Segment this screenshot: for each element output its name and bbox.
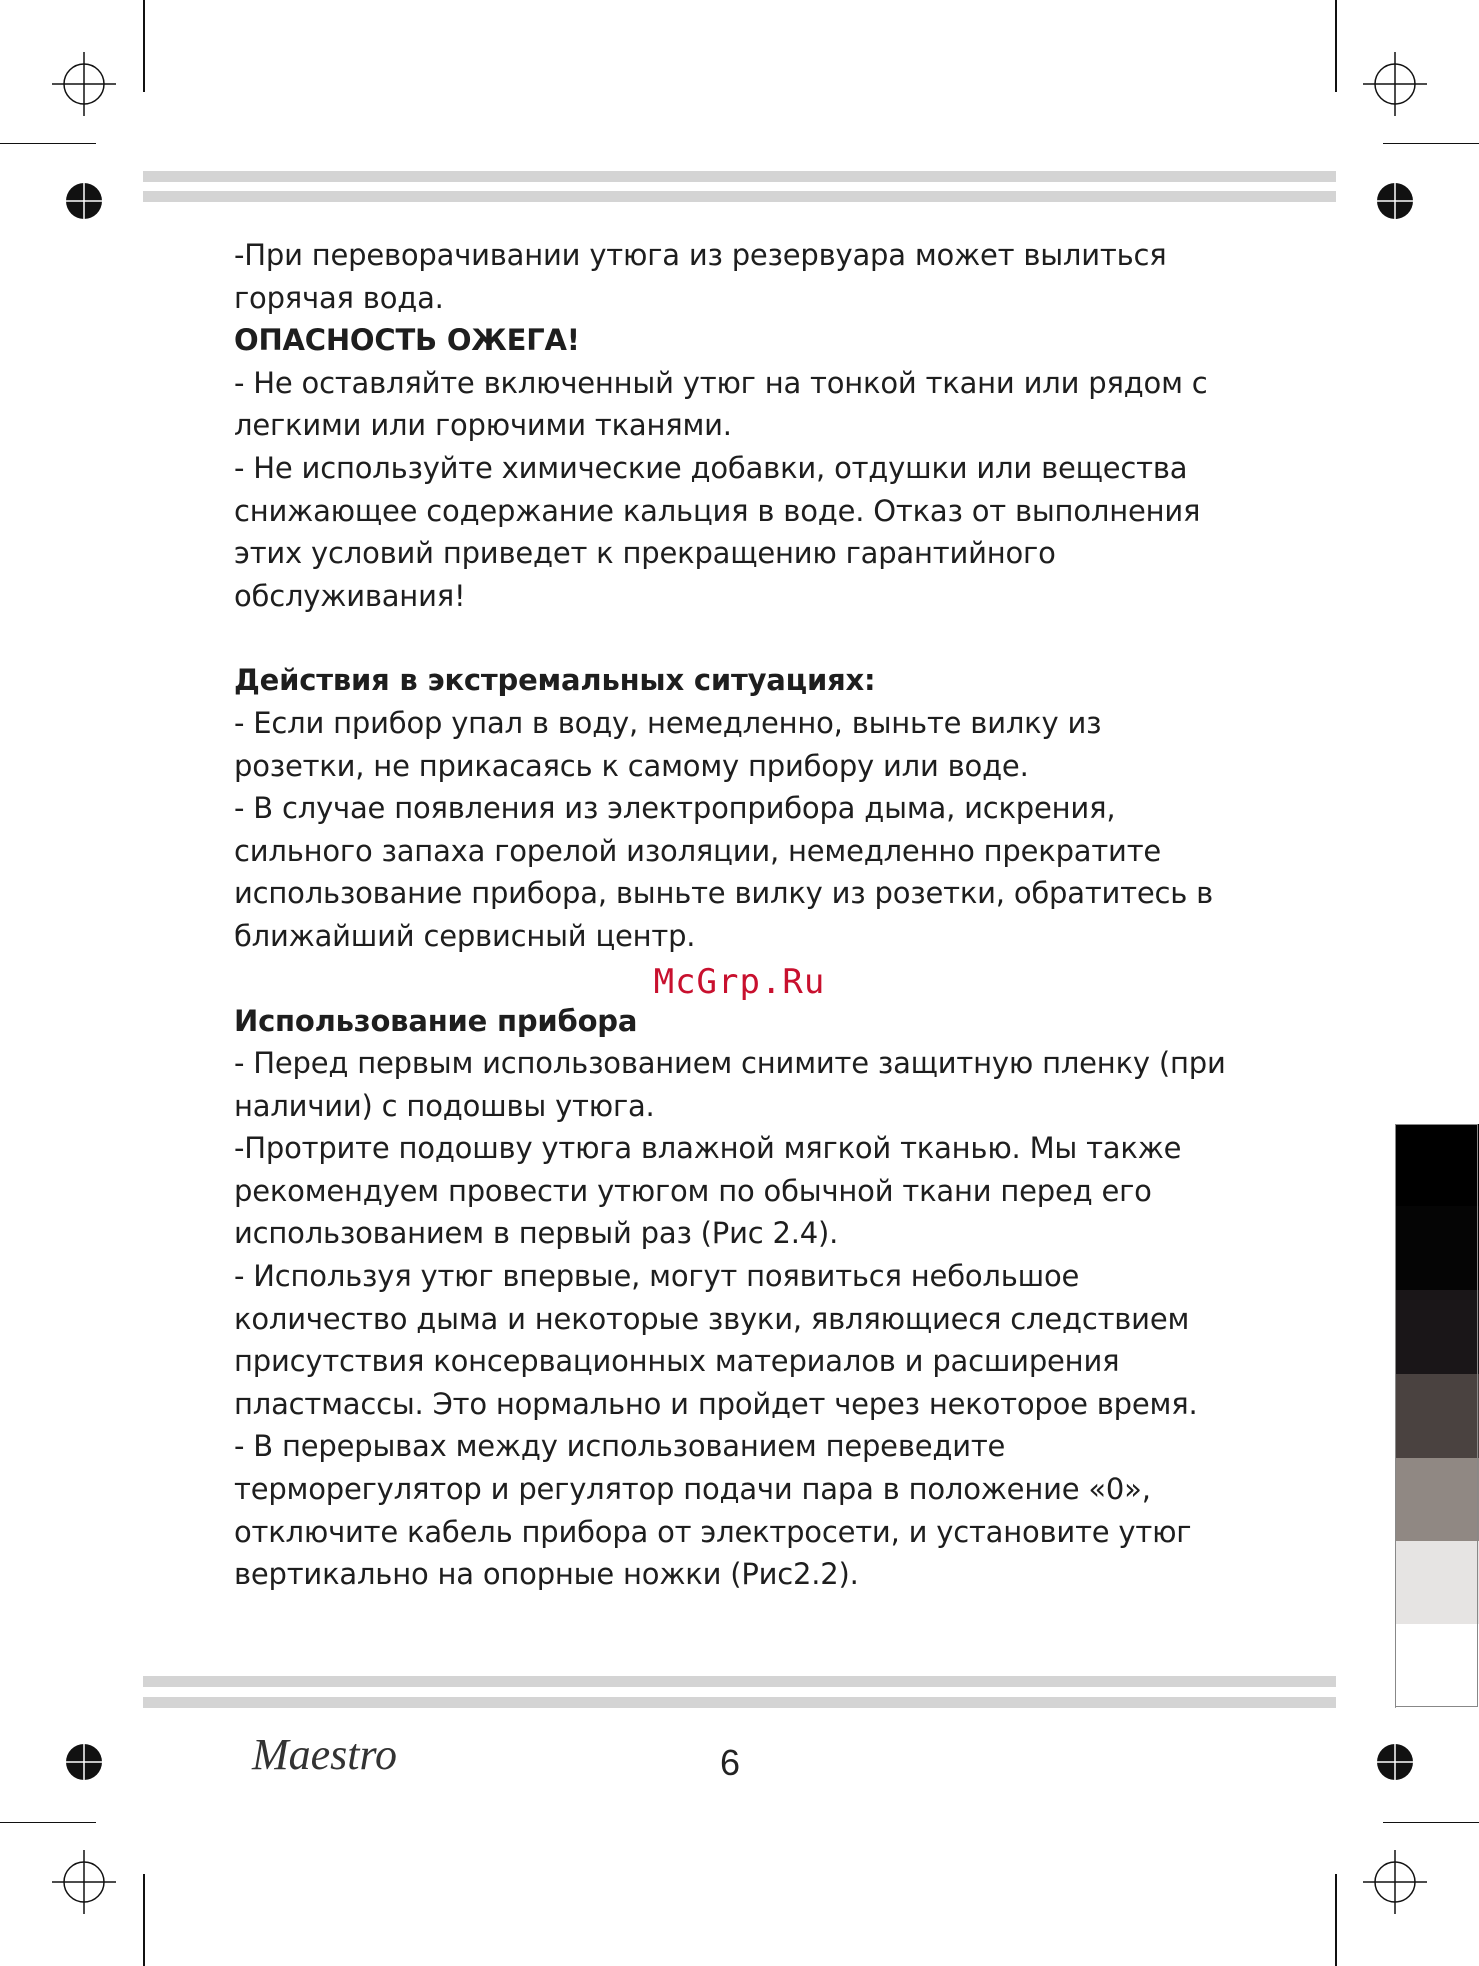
text-line: отключите кабель прибора от электросети, и установите утюг: [234, 1514, 1192, 1549]
text-line: розетки, не прикасаясь к самому прибору или воде.: [234, 748, 1029, 783]
trim-mark: [143, 0, 145, 92]
text-line: - Не оставляйте включенный утюг на тонкой ткани или рядом с: [234, 365, 1208, 400]
text-line: количество дыма и некоторые звуки, являющиеся следствием: [234, 1301, 1190, 1336]
page-number: 6: [719, 1742, 741, 1783]
paragraph: [234, 447, 1264, 617]
paragraph: [234, 787, 1264, 957]
text-line: использование прибора, выньте вилку из розетки, обратитесь в: [234, 876, 1214, 911]
text-line: терморегулятор и регулятор подачи пара в положение «0»,: [234, 1472, 1151, 1507]
paragraph-gap: [234, 617, 1264, 659]
text-line: - В случае появления из электроприбора дыма, искрения,: [234, 791, 1116, 826]
text-line: сильного запаха горелой изоляции, немедленно прекратите: [234, 833, 1162, 868]
text-line: обслуживания!: [234, 578, 466, 613]
paragraph: [234, 362, 1264, 447]
text-line: ОПАСНОСТЬ ОЖЕГА!: [234, 323, 580, 358]
color-swatch: [1395, 1206, 1479, 1290]
color-swatch: [1395, 1374, 1479, 1458]
text-line: этих условий приведет к прекращению гарантийного: [234, 536, 1056, 571]
text-line: -При переворачивании утюга из резервуара может вылиться: [234, 238, 1167, 272]
paragraph: [234, 1425, 1264, 1595]
registration-dot-icon: [1375, 181, 1415, 221]
text-line: - Не используйте химические добавки, отдушки или вещества: [234, 450, 1188, 485]
registration-dot-icon: [64, 1742, 104, 1782]
color-swatch: [1395, 1290, 1479, 1374]
section-heading: [234, 659, 1264, 702]
trim-mark: [1383, 1822, 1479, 1823]
registration-dot-icon: [64, 181, 104, 221]
crosshair-registration-icon: [52, 52, 116, 116]
text-line: присутствия консервационных материалов и расширения: [234, 1344, 1120, 1379]
registration-dot-icon: [1375, 1742, 1415, 1782]
text-line: наличии) с подошвы утюга.: [234, 1088, 655, 1123]
paragraph: [234, 702, 1264, 787]
brand-logo: [248, 1725, 438, 1785]
text-line: вертикально на опорные ножки (Рис2.2).: [234, 1557, 859, 1592]
crosshair-registration-icon: [1363, 52, 1427, 116]
trim-mark: [0, 1822, 96, 1823]
text-line: пластмассы. Это нормально и пройдет через некоторое время.: [234, 1386, 1198, 1421]
trim-mark: [1383, 143, 1479, 144]
text-line: Действия в экстремальных ситуациях:: [234, 663, 876, 698]
svg-text:Maestro: Maestro: [252, 1730, 398, 1779]
color-swatch: [1395, 1541, 1479, 1625]
color-swatch: [1395, 1458, 1479, 1542]
footer-band: [143, 1697, 1336, 1708]
text-line: легкими или горючими тканями.: [234, 408, 732, 443]
text-line: горячая вода.: [234, 280, 444, 315]
paragraph: [234, 1127, 1264, 1255]
paragraph: [234, 1255, 1264, 1425]
footer-band: [143, 1676, 1336, 1687]
trim-mark: [1335, 1874, 1337, 1966]
text-line: ближайший сервисный центр.: [234, 918, 696, 953]
text-line: рекомендуем провести утюгом по обычной ткани перед его: [234, 1173, 1152, 1208]
text-line: снижающее содержание кальция в воде. Отказ от выполнения: [234, 493, 1201, 528]
text-line: -Протрите подошву утюга влажной мягкой тканью. Мы также: [234, 1131, 1182, 1166]
crosshair-registration-icon: [1363, 1850, 1427, 1914]
trim-mark: [143, 1874, 145, 1966]
text-line: использованием в первый раз (Рис 2.4).: [234, 1216, 839, 1251]
header-band: [143, 191, 1336, 202]
text-line: - В перерывах между использованием переведите: [234, 1429, 1006, 1464]
watermark: McGrp.Ru: [653, 962, 826, 1002]
color-swatch: [1395, 1624, 1479, 1708]
document-body: [234, 234, 1264, 1596]
text-line: - Перед первым использованием снимите защитную пленку (при: [234, 1046, 1226, 1081]
paragraph: [234, 234, 1264, 319]
section-heading: [234, 319, 1264, 362]
trim-mark: [0, 143, 96, 144]
trim-mark: [1335, 0, 1337, 92]
text-line: Использование прибора: [234, 1003, 638, 1038]
text-line: - Если прибор упал в воду, немедленно, выньте вилку из: [234, 705, 1102, 740]
paragraph: [234, 1042, 1264, 1127]
color-swatch: [1395, 1124, 1479, 1208]
crosshair-registration-icon: [52, 1850, 116, 1914]
section-heading: [234, 1000, 1264, 1043]
text-line: - Используя утюг впервые, могут появиться небольшое: [234, 1259, 1080, 1294]
header-band: [143, 171, 1336, 182]
